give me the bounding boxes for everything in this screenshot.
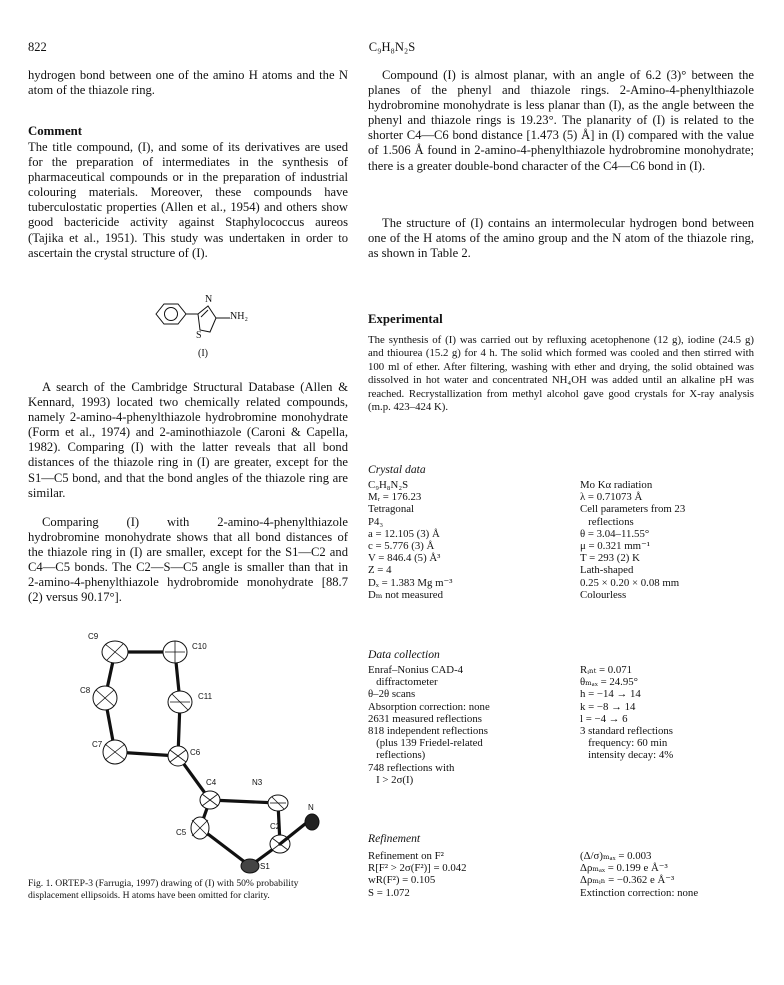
label-c6: C6 [190,748,201,757]
label-c8: C8 [80,686,91,695]
scan-type: θ–2θ scans [368,688,416,701]
rho-min: Δρₘᵢₙ = −0.362 e Å⁻³ [580,874,675,887]
comment-paragraph [28,140,348,261]
refinement-heading: Refinement [368,832,421,845]
label-c5: C5 [176,828,187,837]
scheme-s-label: S [196,330,202,341]
search-paragraph: A search of the Cambridge Structural Database (Allen & Kennard, 1993) located two chemically related compounds, namely 2-amino-4-phenylthiazole hydrobromine monohydrate (Form et al., 1974) and 2-aminothiazole (Caroni & Capella, 1982). Comparing (I) with the latter reveals that all bond distances of the thiazole ring in (I) are greater, except for the S1—C5 bond, and that the bond angles of the thiazole ring are similar. [28,380,348,500]
label-s1: S1 [260,862,270,871]
label-n: N [308,803,314,812]
crystal-c: c = 5.776 (3) Å [368,540,435,553]
rho-max: Δρₘₐₓ = 0.199 e Å⁻³ [580,862,668,875]
k-range: k = −8 → 14 [580,700,636,713]
diffractometer-cont: diffractometer [368,676,438,689]
structure-paragraph: The structure of (I) contains an intermolecular hydrogen bond between one of the H atoms of the amino group and the N atom of the thiazole ring, as shown in Table 2. [368,216,754,261]
goodness-of-fit: S = 1.072 [368,886,410,899]
friedel-note-cont: reflections) [368,749,426,762]
crystal-colour: Colourless [580,588,627,601]
intro-paragraph: hydrogen bond between one of the amino H atoms and the N atom of the thiazole ring. [28,68,348,98]
crystal-v: V = 846.4 (5) Å³ [368,552,441,565]
scheme-nh2-label: NH₂ [230,311,248,322]
mu: μ = 0.321 mm⁻¹ [580,540,651,553]
refinement-right [580,850,698,899]
planar-paragraph: Compound (I) is almost planar, with an angle of 6.2 (3)° between the planes of the phenyl and thiazole rings. 2-Amino-4-phenylthiazole hydrobromine monohydrate is less planar than (I), as the angle between the phenyl and thiazole rings is 19.23°. The planarity of (I) is related to the shorter C4—C6 bond distance [1.473 (5) Å] in (I) compared with the value of 1.506 Å found in 2-amino-4-phenylthiazole hydrobromine monohydrate; there is a greater double-bond character of the C4—C6 bond in (I). [368,68,754,173]
cell-params: Cell parameters from 23 [580,503,686,516]
atom-n-amino [305,814,319,830]
scheme-n-label: N [205,294,213,305]
label-c4: C4 [206,778,217,787]
measured-reflections: 2631 measured reflections [368,712,482,725]
label-c2: C2 [270,822,281,831]
crystal-data-heading: Crystal data [368,463,426,476]
frequency: frequency: 60 min [580,737,668,750]
scheme-drawing [150,292,280,362]
label-c7: C7 [92,740,103,749]
friedel-note: (plus 139 Friedel-related [368,737,483,750]
chemical-scheme [150,292,280,362]
crystal-system: Tetragonal [368,503,415,516]
extinction: Extinction correction: none [580,886,699,899]
experimental-paragraph: The synthesis of (I) was carried out by refluxing acetophenone (12 g), iodine (24.5 g) and thiourea (15.2 g) for 4 h. The solid which formed was cooled and then stirred with 100 ml of ether. After filtering, washing with ether and drying, the solid obtained was dissolved in hot water and concentrated NH₄OH was added until an alkaline pH was reached. Recrystallization from methyl alcohol gave good crystals for X-ray analysis (m.p. 423–424 K). [368,334,754,414]
label-c11: C11 [198,692,213,701]
crystal-size: 0.25 × 0.20 × 0.08 mm [580,576,680,589]
crystal-dx: Dₓ = 1.383 Mg m⁻³ [368,576,453,589]
independent-reflections: 818 independent reflections [368,725,488,738]
crystal-shape: Lath-shaped [580,564,634,577]
atom-s1 [241,859,259,873]
standard-reflections: 3 standard reflections [580,725,673,738]
radiation: Mo Kα radiation [580,479,653,491]
crystal-z: Z = 4 [368,564,392,577]
comment-text: The title compound, (I), and some of its derivatives are used for the preparation of intermediates in the synthesis of pharmaceutical compounds or in the preparation of industrial colouring materials. Moreover, these compounds have tuberculostatic properties (Allen et al., 1954) and others show good bactericide activity against Staphylococcus aureos (Tajika et al., 1951). This study was undertaken in order to ascertain the crystal structure of (I). [28,140,348,260]
label-n3: N3 [252,778,263,787]
figure-caption: Fig. 1. ORTEP-3 (Farrugia, 1997) drawing of (I) with 50% probability displacement ellipsoids. H atoms have been omitted for clarity. [28,878,299,901]
r-int: Rᵢₙₜ = 0.071 [580,664,633,676]
l-range: l = −4 → 6 [580,712,628,725]
refinement-on: Refinement on F² [368,850,444,862]
page-number: 822 [28,40,47,54]
wr-factor: wR(F²) = 0.105 [368,874,436,887]
diffractometer: Enraf–Nonius CAD-4 [368,664,464,676]
observed-reflections: 748 reflections with [368,761,455,774]
absorption-correction: Absorption correction: none [368,700,490,713]
theta-max: θₘₐₓ = 24.95° [580,676,638,689]
crystal-data-left [368,479,452,601]
experimental-heading: Experimental [368,312,443,326]
crystal-mr: Mᵣ = 176.23 [368,491,422,504]
running-title: C₉H₈N₂S [368,40,416,54]
cell-params-cont: reflections [580,515,634,528]
temperature: T = 293 (2) K [580,552,640,565]
crystal-space-group: P4₃ [368,515,384,528]
crystal-data-right [580,479,685,601]
aromatic-circle [165,308,178,321]
theta-range: θ = 3.04–11.55° [580,527,650,540]
h-range: h = −14 → 14 [580,688,641,701]
r-factor: R[F² > 2σ(F²)] = 0.042 [368,862,467,875]
data-collection-heading: Data collection [368,648,440,661]
data-collection-right [580,664,673,762]
comment-heading: Comment [28,124,83,138]
crystal-a: a = 12.105 (3) Å [368,527,440,540]
thiazole-ring [198,306,216,332]
label-c9: C9 [88,632,99,641]
intensity-decay: intensity decay: 4% [580,749,674,762]
observed-criterion: I > 2σ(I) [368,773,414,786]
crystal-dm: Dₘ not measured [368,588,443,601]
scheme-compound-label: (I) [198,348,208,359]
shift-max: (Δ/σ)ₘₐₓ = 0.003 [580,850,652,862]
comparing-paragraph: Comparing (I) with 2-amino-4-phenylthiazole hydrobromine monohydrate shows that all bond distances of the thiazole ring in (I) are smaller, except for the S1—C2 and C4—C5 bonds. The C2—S—C5 angle is smaller than that in 2-amino-4-phenylthiazole hydrobromide monohydrate [88.7 (2) versus 90.17°]. [28,515,348,605]
data-collection-left [368,664,490,786]
ortep-figure [60,630,320,875]
crystal-formula: C₉H₈N₂S [368,479,409,491]
wavelength: λ = 0.71073 Å [580,491,643,504]
refinement-left [368,850,467,899]
label-c10: C10 [192,642,207,651]
